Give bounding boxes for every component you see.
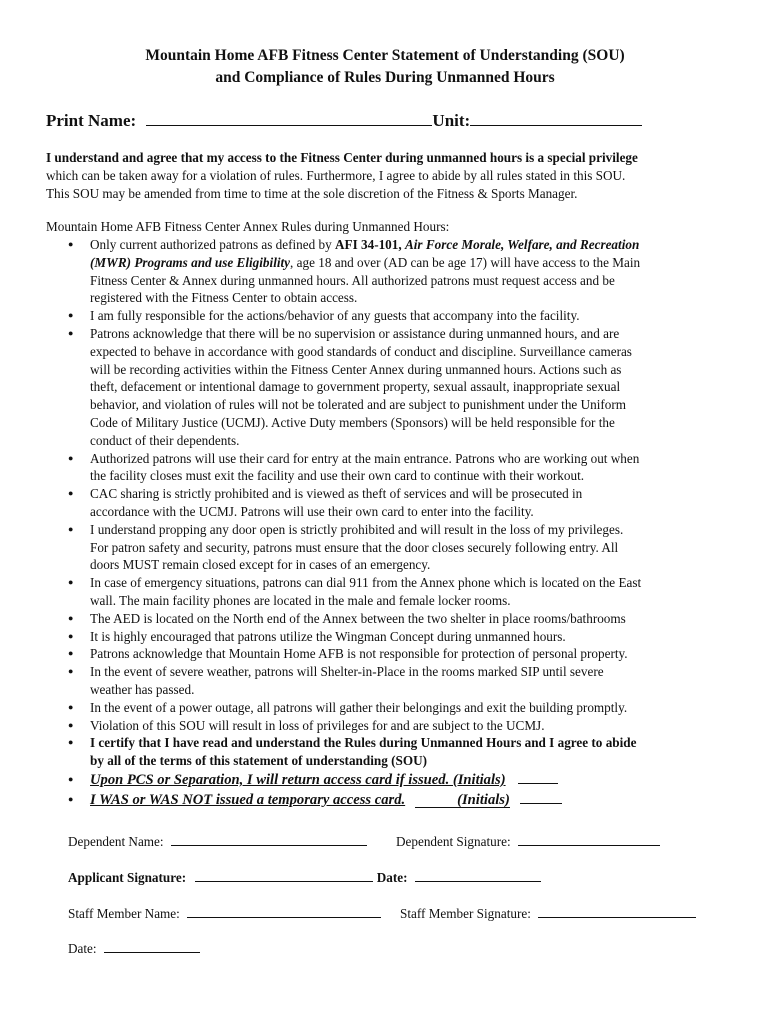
bullet-icon: ● [68,737,74,748]
temp-card-initials-field[interactable] [520,791,562,804]
bullet-icon: ● [68,719,74,730]
bullet-icon: ● [68,630,74,641]
pcs-initials-field[interactable] [518,771,558,784]
bullet-icon: ● [68,239,74,249]
dependent-signature-row [396,830,660,850]
dependent-signature-field[interactable] [518,830,660,846]
bullet-icon: ● [68,612,74,623]
rule-item: ● Violation of this SOU will result in loss of privileges for and are subject to the UCMJ. [68,717,545,733]
bullet-icon: ● [68,310,74,321]
unit-field[interactable] [470,110,642,126]
staff-member-signature-field[interactable] [538,902,696,918]
dependent-signature-label: Dependent Signature: [396,834,511,849]
rule-item: ● Patrons acknowledge that Mountain Home AFB is not responsible for protection of personal property. [68,646,628,662]
print-name-row [46,110,642,131]
intro-paragraph [46,149,736,203]
bullet-icon: ● [68,523,74,534]
intro-line-3: This SOU may be amended from time to time at the sole discretion of the Fitness & Sports Manager. [46,186,578,201]
bullet-icon: ● [68,666,74,677]
applicant-date-field[interactable] [415,866,541,882]
applicant-signature-label: Applicant Signature: [68,870,187,885]
staff-date-label: Date: [68,941,97,956]
staff-member-name-row [68,902,381,922]
staff-member-signature-label: Staff Member Signature: [400,906,531,921]
rule-item: ● It is highly encouraged that patrons utilize the Wingman Concept during unmanned hours. [68,628,566,644]
staff-member-name-label: Staff Member Name: [68,906,180,921]
rule-item-temp-card-initials: ● I WAS or WAS NOT issued a temporary access card. (Initials) [46,790,736,810]
unit-label: Unit: [432,111,471,130]
rule-item: ● I understand propping any door open is strictly prohibited and will result in the loss of my privileges. For patron safety and security, patrons must ensure that the door closes securely following entry. All doors MUST remain closed except for in cases of an emergency. [68,521,624,573]
intro-line-2: which can be taken away for a violation of rules. Furthermore, I agree to abide by all rules stated in this SOU. [46,168,626,183]
rule-item: ● The AED is located on the North end of the Annex between the two shelter in place rooms/bathrooms [68,610,626,626]
rule-item: ● CAC sharing is strictly prohibited and is viewed as theft of services and will be prosecuted in accordance with the UCMJ. Patrons will use their own card to enter into the facility. [68,486,583,519]
print-name-field[interactable] [146,110,432,126]
bullet-icon: ● [68,577,74,588]
rule-item: ● In the event of a power outage, all patrons will gather their belongings and exit the building promptly. [68,699,628,715]
bullet-icon: ● [68,701,74,712]
staff-member-signature-row [400,902,696,922]
bullet-icon: ● [68,793,74,804]
rule-item-certification: ● I certify that I have read and understand the Rules during Unmanned Hours and I agree to abide by all of the terms of this statement of understanding (SOU) [68,735,637,769]
print-name-label: Print Name: [46,111,137,130]
applicant-signature-row [68,866,541,886]
bullet-icon: ● [68,488,74,499]
bullet-icon: ● [68,773,74,784]
rule-item-pcs-initials: ● Upon PCS or Separation, I will return access card if issued. (Initials) [46,770,736,790]
staff-member-name-field[interactable] [187,902,381,918]
applicant-date-label: Date: [376,870,408,885]
rule-item: ● Authorized patrons will use their card for entry at the main entrance. Patrons who are working out when the facility closes must exit the facility and use their own card to continue with their workout. [68,450,640,484]
applicant-signature-field[interactable] [195,866,373,882]
rule-item: ● In the event of severe weather, patrons will Shelter-in-Place in the rooms marked SIP until severe weather has passed. [68,664,604,697]
rule-item: ● I am fully responsible for the actions/behavior of any guests that accompany into the facility. [68,308,580,324]
dependent-name-field[interactable] [171,830,367,846]
rule-item: ● Only current authorized patrons as defined by AFI 34-101, Air Force Morale, Welfare, and Recreation (MWR) Programs and use Eligibility, age 18 and over (AD can be age 17) will have access to the Main Fitness Center & Annex during unmanned hours. All authorized patrons must request access and be registered with the Fitness Center to obtain access. [68,237,641,306]
document-title-line-2: and Compliance of Rules During Unmanned Hours [215,69,555,86]
staff-date-field[interactable] [104,937,200,953]
rule-item: ● In case of emergency situations, patrons can dial 911 from the Annex phone which is located on the East wall. The main facility phones are located in the male and female locker rooms. [68,575,642,608]
staff-date-row [68,937,200,957]
dependent-name-label: Dependent Name: [68,834,164,849]
rules-heading: Mountain Home AFB Fitness Center Annex Rules during Unmanned Hours: [46,219,450,234]
dependent-name-row [68,830,367,850]
bullet-icon: ● [68,452,74,463]
document-title-line-1: Mountain Home AFB Fitness Center Statement of Understanding (SOU) [145,47,625,64]
rule-item: ● Patrons acknowledge that there will be no supervision or assistance during unmanned hours, and are expected to behave in accordance with good standards of conduct and discipline. Surveillance cameras will be recording activities within the Fitness Center Annex during unmanned hours. Actions such as theft, defacement or intentional damage to government property, sexual assault, inappropriate sexual behavior, and violation of rules will not be tolerated and are subject to punishment under the Uniform Code of Military Justice (UCMJ). Active Duty members (Sponsors) will be held responsible for the conduct of their dependents. [68,325,632,448]
bullet-icon: ● [68,648,74,659]
rules-list [46,236,736,810]
bullet-icon: ● [68,327,74,338]
intro-bold-line: I understand and agree that my access to the Fitness Center during unmanned hours is a special privilege [46,150,638,165]
